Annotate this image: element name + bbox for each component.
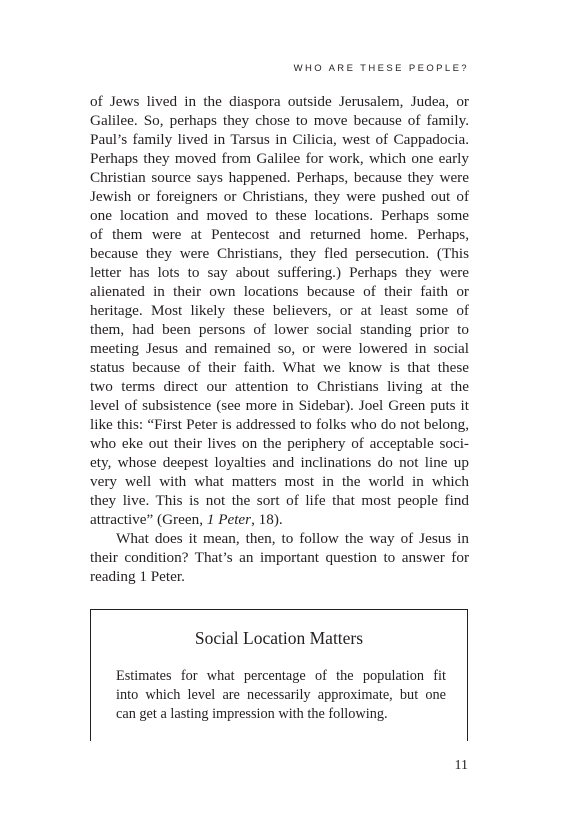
body-line: alienated in their own locations because of their faith or [90, 283, 469, 300]
body-line: because they were Christians, they fled persecution. (This [90, 245, 469, 262]
body-line: two terms direct our attention to Christians living at the [90, 378, 469, 395]
body-line: Paul’s family lived in Tarsus in Cilicia, west of Cappadocia. [90, 131, 469, 148]
body-line: Jewish or foreigners or Christians, they were pushed out of [90, 188, 469, 205]
body-line: Perhaps they moved from Galilee for work, which one early [90, 150, 469, 167]
body-line: Galilee. So, perhaps they chose to move because of family. [90, 112, 469, 129]
body-line: they live. This is not the sort of life that most people find [90, 492, 469, 509]
body-line: them, had been persons of lower social standing prior to [90, 321, 469, 338]
sidebar-title: Social Location Matters [194, 628, 364, 648]
body-line: of them were at Pentecost and returned home. Perhaps, [90, 226, 469, 243]
body-line: very well with what matters most in the world in which [90, 473, 469, 490]
running-head: WHO ARE THESE PEOPLE? [293, 63, 469, 74]
page-number: 11 [454, 758, 468, 773]
sidebar-box [90, 609, 468, 741]
body-line: of Jews lived in the diaspora outside Jerusalem, Judea, or [90, 93, 469, 110]
sidebar-line: Estimates for what percentage of the population fit [116, 668, 446, 684]
citation-reference: , 18). [251, 511, 283, 528]
citation-text: attractive” (Green, [90, 511, 207, 528]
sidebar-line: into which level are necessarily approximate, but one [116, 687, 446, 703]
body-line: who eke out their lives on the periphery of acceptable soci- [90, 435, 469, 452]
body-text [90, 92, 469, 586]
citation-line [90, 510, 469, 529]
body-line: What does it mean, then, to follow the way of Jesus in [116, 530, 469, 547]
body-line: ety, whose deepest loyalties and inclinations do not line up [90, 454, 469, 471]
body-line: reading 1 Peter. [90, 568, 185, 585]
body-line: Christian source says happened. Perhaps, because they were [90, 169, 469, 186]
sidebar-body [116, 667, 446, 724]
body-line: one location and moved to these locations. Perhaps some [90, 207, 469, 224]
body-line: letter has lots to say about suffering.) Perhaps they were [90, 264, 469, 281]
body-line: status because of their faith. What we know is that these [90, 359, 469, 376]
body-line: meeting Jesus and remained so, or were lowered in social [90, 340, 469, 357]
body-line: their condition? That’s an important question to answer for [90, 549, 469, 566]
body-line: like this: “First Peter is addressed to folks who do not belong, [90, 416, 469, 433]
book-title: 1 Peter [206, 511, 252, 528]
sidebar-line: can get a lasting impression with the following. [116, 706, 388, 722]
body-line: heritage. Most likely these believers, or at least some of [90, 302, 469, 319]
body-line: level of subsistence (see more in Sidebar). Joel Green puts it [90, 397, 469, 414]
